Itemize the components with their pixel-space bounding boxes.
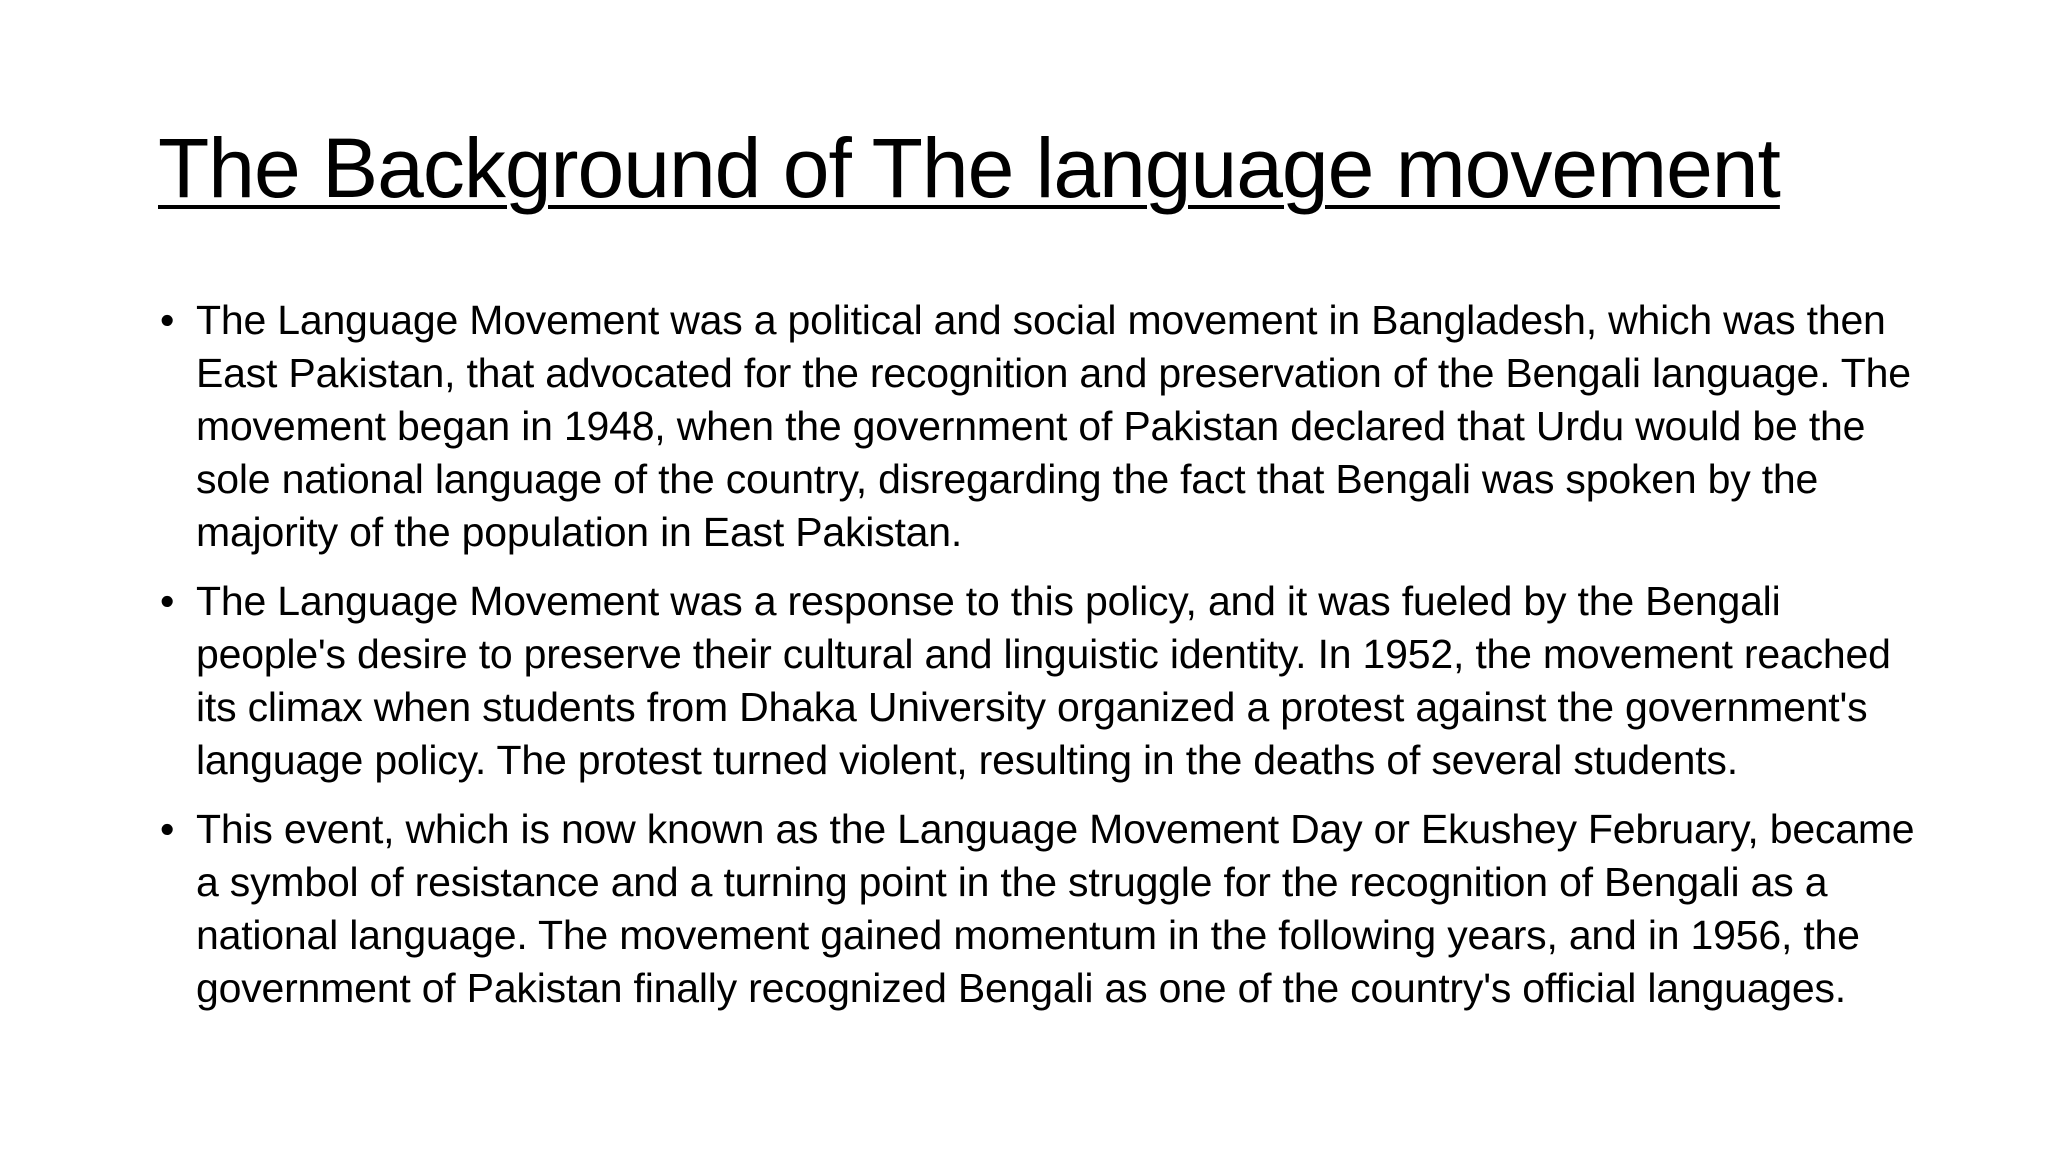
bullet-icon: •: [160, 297, 175, 343]
bullet-text: The Language Movement was a political and social movement in Bangladesh, which was then East Pakistan, that advocated for the recognition and preservation of the Bengali language. The movement began in 1948, when the government of Pakistan declared that Urdu would be the sole national language of the country, disregarding the fact that Bengali was spoken by the majority of the population in East Pakistan.: [196, 297, 1911, 555]
slide-title: The Background of The language movement: [158, 121, 1780, 215]
bullet-icon: •: [160, 578, 175, 624]
bullet-item: [158, 803, 1928, 1015]
bullet-item: [158, 575, 1928, 787]
bullet-text: This event, which is now known as the Language Movement Day or Ekushey February, became a symbol of resistance and a turning point in the struggle for the recognition of Bengali as a national language. The movement gained momentum in the following years, and in 1956, the government of Pakistan finally recognized Bengali as one of the country's official languages.: [196, 806, 1915, 1011]
bullet-text: The Language Movement was a response to this policy, and it was fueled by the Bengali people's desire to preserve their cultural and linguistic identity. In 1952, the movement reached its climax when students from Dhaka University organized a protest against the government's language policy. The protest turned violent, resulting in the deaths of several students.: [196, 578, 1891, 783]
bullet-item: [158, 294, 1928, 559]
bullet-list: [158, 294, 1928, 1031]
bullet-icon: •: [160, 806, 175, 852]
